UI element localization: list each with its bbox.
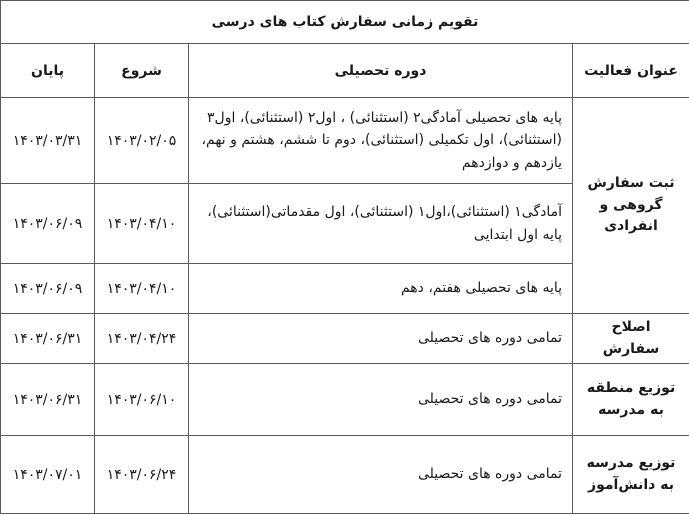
- period-cell: پایه های تحصیلی آمادگی۲ (استثنائی) ، اول۲ (استثنائی)، اول۳ (استثنائی)، اول تکمیلی (استثنائی)، دوم تا ششم، هشتم و نهم، یازدهم و دوازدهم: [189, 98, 573, 184]
- header-start: شروع: [95, 44, 189, 98]
- start-date: ۱۴۰۳/۰۴/۱۰: [95, 184, 189, 264]
- table-row: [1, 98, 689, 184]
- period-cell: تمامی دوره های تحصیلی: [189, 436, 573, 514]
- header-end: پایان: [1, 44, 95, 98]
- header-row: [1, 44, 689, 98]
- end-date: ۱۴۰۳/۰۷/۰۱: [1, 436, 95, 514]
- activity-order-registration: ثبت سفارش گروهی و انفرادی: [573, 98, 689, 314]
- start-date: ۱۴۰۳/۰۶/۲۴: [95, 436, 189, 514]
- end-date: ۱۴۰۳/۰۶/۳۱: [1, 364, 95, 436]
- start-date: ۱۴۰۳/۰۲/۰۵: [95, 98, 189, 184]
- start-date: ۱۴۰۳/۰۶/۱۰: [95, 364, 189, 436]
- header-period: دوره تحصیلی: [189, 44, 573, 98]
- start-date: ۱۴۰۳/۰۴/۲۴: [95, 314, 189, 364]
- activity-district-to-school: توزیع منطقه به مدرسه: [573, 364, 689, 436]
- end-date: ۱۴۰۳/۰۳/۳۱: [1, 98, 95, 184]
- period-cell: پایه های تحصیلی هفتم، دهم: [189, 264, 573, 314]
- end-date: ۱۴۰۳/۰۶/۰۹: [1, 184, 95, 264]
- title-row: [1, 1, 689, 44]
- activity-order-correction: اصلاح سفارش: [573, 314, 689, 364]
- table-row: [1, 314, 689, 364]
- activity-school-to-student: توزیع مدرسه به دانش‌آموز: [573, 436, 689, 514]
- end-date: ۱۴۰۳/۰۶/۳۱: [1, 314, 95, 364]
- period-cell: آمادگی۱ (استثنائی)،اول۱ (استثنائی)، اول مقدماتی(استثنائی)، پایه اول ابتدایی: [189, 184, 573, 264]
- table-title: تقویم زمانی سفارش کتاب های درسی: [1, 1, 689, 44]
- table-row: [1, 364, 689, 436]
- start-date: ۱۴۰۳/۰۴/۱۰: [95, 264, 189, 314]
- end-date: ۱۴۰۳/۰۶/۰۹: [1, 264, 95, 314]
- table-row: [1, 436, 689, 514]
- period-cell: تمامی دوره های تحصیلی: [189, 364, 573, 436]
- header-activity: عنوان فعالیت: [573, 44, 689, 98]
- period-cell: تمامی دوره های تحصیلی: [189, 314, 573, 364]
